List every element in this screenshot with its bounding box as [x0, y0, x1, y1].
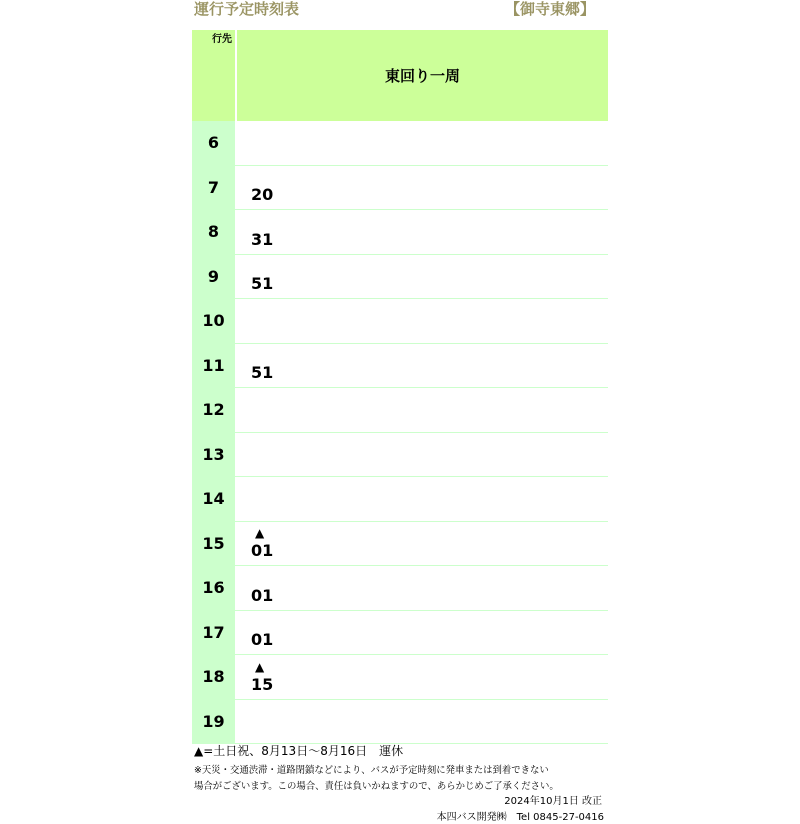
timetable-row: [192, 700, 608, 745]
timetable-row: [192, 210, 608, 255]
timetable-row: [192, 477, 608, 522]
minutes-cell: [237, 611, 608, 655]
hour-cell: 13: [192, 433, 237, 477]
minutes-cell: [237, 700, 608, 744]
timetable-row: [192, 299, 608, 344]
minutes-cell: [237, 255, 608, 299]
hour-cell: 10: [192, 299, 237, 343]
hour-cell: 16: [192, 566, 237, 610]
timetable-header: [192, 30, 608, 121]
departure-entry: [251, 362, 273, 384]
minutes-cell: [237, 477, 608, 521]
departure-minute: 51: [251, 363, 274, 382]
departure-minute: 20: [251, 185, 274, 204]
company-contact: 本四バス開発㈱ Tel 0845-27-0416: [436, 812, 604, 823]
header-destination: 東回り一周: [384, 67, 460, 85]
hour-cell: 15: [192, 522, 237, 566]
minutes-cell: [237, 655, 608, 699]
timetable-row: [192, 655, 608, 700]
timetable: [192, 30, 608, 744]
hour-cell: 17: [192, 611, 237, 655]
disclaimer-line-2: 場合がございます。この場合、責任は負いかねますので、あらかじめご了承ください。: [194, 781, 559, 792]
timetable-rows: [192, 121, 608, 744]
hour-cell: 8: [192, 210, 237, 254]
hour-cell: 19: [192, 700, 237, 744]
timetable-row: [192, 566, 608, 611]
departure-entry: [251, 184, 273, 206]
hour-cell: 18: [192, 655, 237, 699]
timetable-row: [192, 433, 608, 478]
departure-entry: [251, 273, 273, 295]
disclaimer-line-1: ※天災・交通渋滞・道路閉鎖などにより、バスが予定時刻に発車または到着できない: [194, 765, 549, 776]
hour-cell: 14: [192, 477, 237, 521]
timetable-row: [192, 344, 608, 389]
timetable-row: [192, 388, 608, 433]
minutes-cell: [237, 433, 608, 477]
departure-minute: 01: [251, 585, 274, 605]
departure-minute: 31: [251, 229, 274, 249]
minutes-cell: [237, 566, 608, 610]
departure-minute: 01: [251, 630, 274, 649]
minutes-cell: [237, 388, 608, 432]
timetable-title: 運行予定時刻表: [194, 0, 300, 18]
hour-cell: 6: [192, 121, 237, 165]
departure-entry: [251, 229, 273, 251]
header-hour-label: 行先: [212, 34, 232, 45]
minutes-cell: [237, 121, 608, 165]
departure-minute: 51: [251, 274, 274, 293]
timetable-row: [192, 166, 608, 211]
minutes-cell: [237, 210, 608, 254]
legend: ▲=土日祝、8月13日〜8月16日 運休: [194, 744, 404, 758]
hour-cell: 7: [192, 166, 237, 210]
departure-minute: 01: [251, 541, 274, 560]
holiday-suspension-mark: ▲: [255, 659, 265, 674]
header-hour-cell: [192, 30, 237, 121]
minutes-cell: [237, 344, 608, 388]
hour-cell: 11: [192, 344, 237, 388]
minutes-cell: [237, 166, 608, 210]
timetable-row: [192, 121, 608, 166]
timetable-row: [192, 255, 608, 300]
departure-entry: [251, 660, 273, 696]
departure-minute: 15: [251, 674, 274, 694]
minutes-cell: [237, 299, 608, 343]
revision-date: 2024年10月1日 改正: [504, 796, 602, 807]
departure-entry: [251, 585, 273, 607]
holiday-suspension-mark: ▲: [255, 526, 265, 540]
departure-entry: [251, 629, 273, 651]
hour-cell: 9: [192, 255, 237, 299]
stop-name: 【御寺東郷】: [505, 0, 596, 18]
minutes-cell: [237, 522, 608, 566]
timetable-row: [192, 522, 608, 567]
hour-cell: 12: [192, 388, 237, 432]
departure-entry: [251, 526, 273, 562]
timetable-row: [192, 611, 608, 656]
